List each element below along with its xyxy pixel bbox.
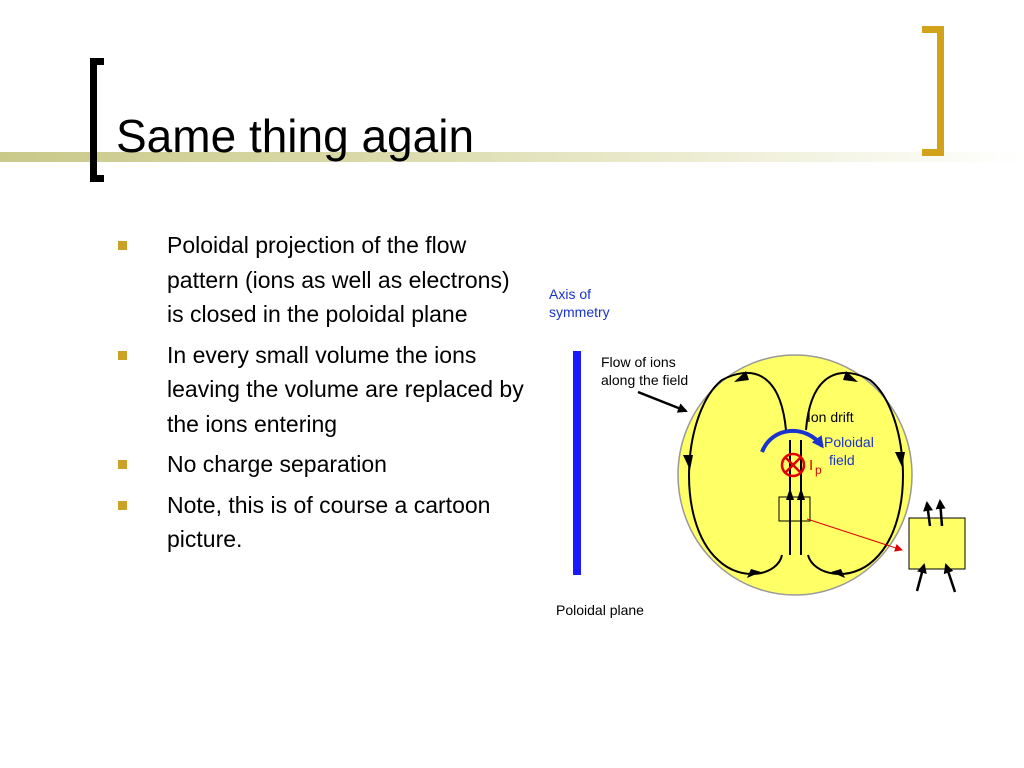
flow-label-line1: Flow of ions — [601, 354, 676, 370]
bullet-text: Poloidal projection of the flow pattern (ions as well as electrons) is closed in the poloidal plane — [167, 232, 510, 327]
flow-label-line2: along the field — [601, 372, 689, 388]
bullet-text: In every small volume the ions leaving the volume are replaced by the ions entering — [167, 341, 524, 437]
bullet-text: Note, this is of course a cartoon picture. — [167, 491, 491, 552]
current-subscript: p — [815, 463, 822, 477]
symmetry-axis-bar — [573, 351, 581, 575]
magnified-volume-box — [909, 518, 965, 569]
axis-label-line1: Axis of — [549, 286, 592, 302]
axis-label-line2: symmetry — [549, 304, 610, 320]
current-symbol: I — [809, 457, 814, 474]
poloidal-plane-label: Poloidal plane — [556, 602, 644, 618]
bullet-text: No charge separation — [167, 451, 387, 477]
slide-title: Same thing again — [116, 110, 475, 162]
ion-drift-label: Ion drift — [807, 409, 854, 425]
flow-pointer-arrow — [638, 392, 686, 411]
poloidal-field-label-line2: field — [829, 452, 855, 468]
poloidal-field-label-line1: Poloidal — [824, 434, 874, 450]
